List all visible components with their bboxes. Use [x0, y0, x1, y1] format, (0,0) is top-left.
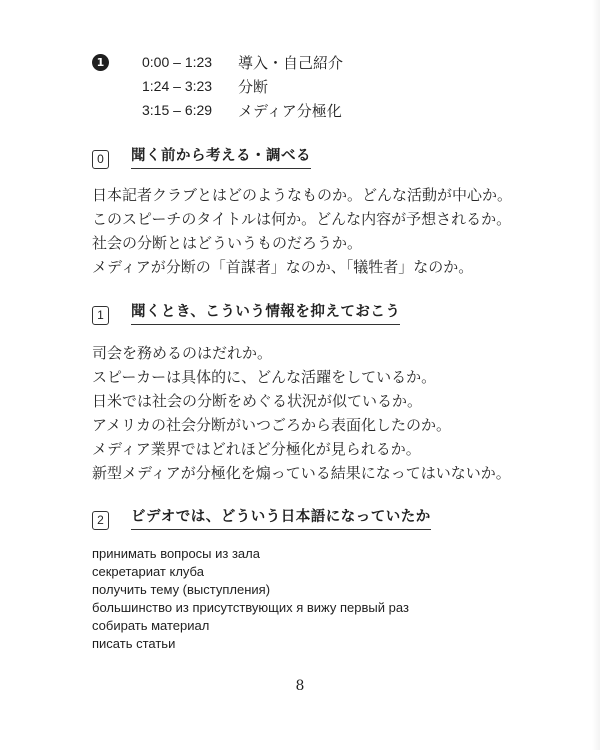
section-heading-1	[92, 300, 400, 325]
question-line: メディア業界ではどれほど分極化が見られるか。	[92, 440, 421, 458]
section-number-box: 1	[92, 306, 109, 325]
question-line: 日米では社会の分断をめぐる状況が似ているか。	[92, 392, 423, 410]
vocabulary-line: получить тему (выступления)	[92, 582, 271, 597]
timeline-time: 1:24 – 3:23	[142, 78, 213, 94]
timeline-row	[92, 98, 343, 122]
scan-edge-shade	[592, 0, 600, 750]
filled-circle-number-icon: 1	[92, 54, 109, 71]
question-line: このスピーチのタイトルは何か。どんな内容が予想されるか。	[92, 210, 512, 228]
section-heading-2	[92, 505, 431, 530]
vocabulary-line: принимать вопросы из зала	[92, 546, 260, 561]
timeline-row	[92, 50, 343, 74]
timeline-time: 0:00 – 1:23	[142, 54, 213, 70]
section-number-box: 0	[92, 150, 109, 169]
section-title: 聞くとき、こういう情報を抑えておこう	[131, 300, 400, 325]
timeline-time: 3:15 – 6:29	[142, 102, 213, 118]
section-title: 聞く前から考える・調べる	[131, 144, 311, 169]
timeline-row	[92, 74, 343, 98]
timeline-label: メディア分極化	[238, 101, 342, 120]
vocabulary-line: секретариат клуба	[92, 564, 204, 579]
question-line: 日本記者クラブとはどのようなものか。どんな活動が中心か。	[92, 186, 513, 204]
question-line: スピーカーは具体的に、どんな活躍をしているか。	[92, 368, 437, 386]
page-number: 8	[295, 678, 305, 694]
section-heading-0	[92, 144, 311, 169]
section-0-questions	[92, 183, 512, 279]
timeline-label: 導入・自己紹介	[238, 53, 344, 72]
question-line: メディアが分断の「首謀者」なのか、「犠牲者」なのか。	[92, 258, 474, 276]
section-title: ビデオでは、どういう日本語になっていたか	[131, 505, 431, 530]
question-line: 社会の分断とはどういうものだろうか。	[92, 234, 363, 252]
timeline-label: 分断	[238, 77, 269, 96]
section-2-vocabulary	[92, 545, 409, 653]
question-line: 司会を務めるのはだれか。	[92, 344, 273, 362]
vocabulary-line: собирать материал	[92, 618, 210, 633]
question-line: 新型メディアが分極化を煽っている結果になってはいないか。	[92, 464, 511, 482]
section-1-questions	[92, 341, 511, 485]
video-timeline	[92, 50, 343, 122]
vocabulary-line: большинство из присутствующих я вижу первый раз	[92, 600, 409, 615]
vocabulary-line: писать статьи	[92, 636, 176, 651]
section-number-box: 2	[92, 511, 109, 530]
question-line: アメリカの社会分断がいつごろから表面化したのか。	[92, 416, 451, 434]
